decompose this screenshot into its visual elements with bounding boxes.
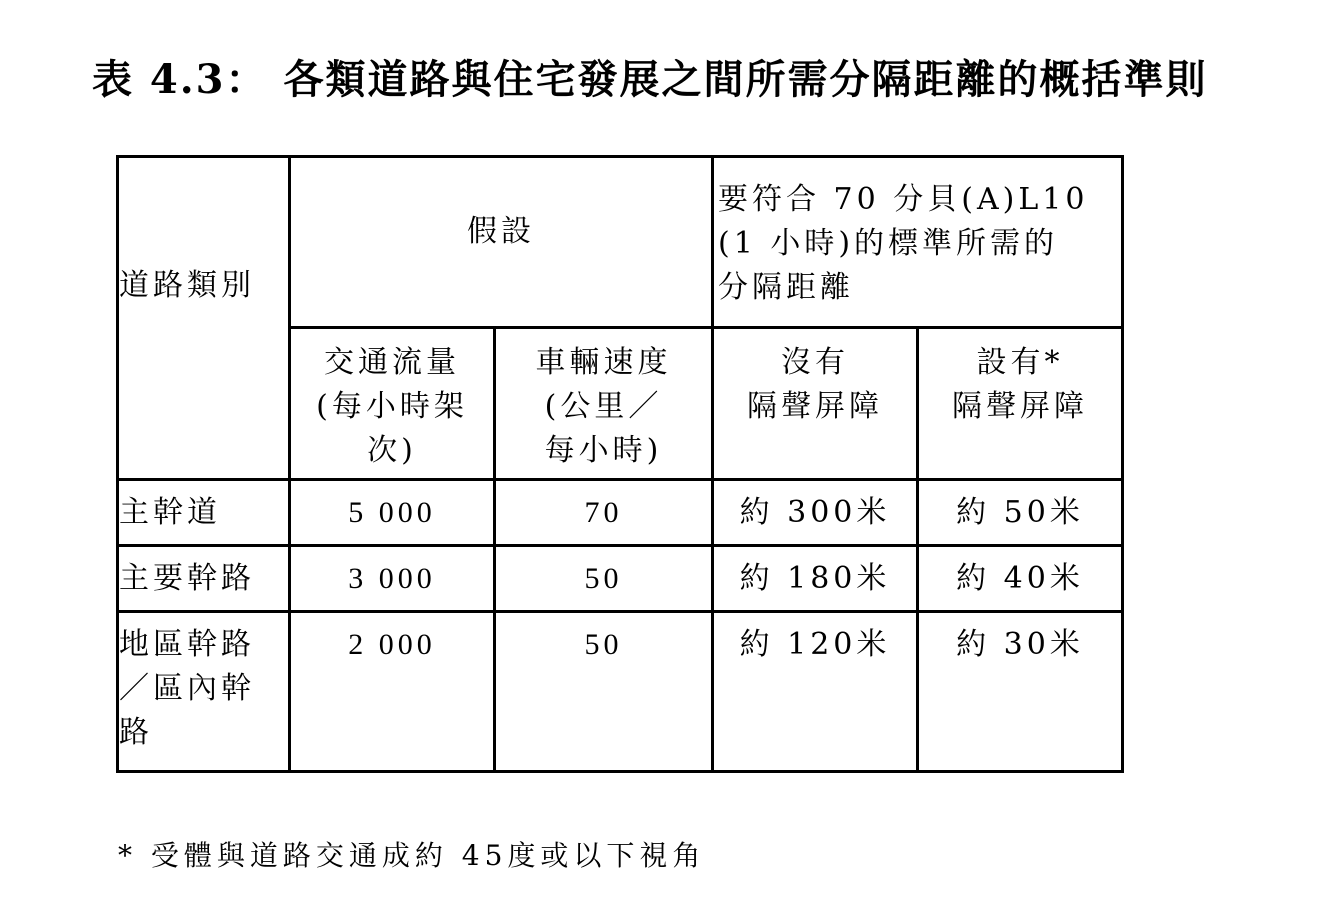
cell-traffic-flow: 3 000 <box>290 546 495 612</box>
header-road-type: 道路類別 <box>118 157 290 480</box>
table-row <box>118 546 1123 612</box>
footnote: * 受體與道路交通成約 45度或以下視角 <box>118 839 706 872</box>
cell-vehicle-speed: 50 <box>495 546 713 612</box>
cell-with-barrier: 約 40米 <box>918 546 1123 612</box>
cell-no-barrier: 約 300米 <box>713 480 918 546</box>
page-title: 表 4.3： 各類道路與住宅發展之間所需分隔距離的概括準則 <box>92 56 1208 103</box>
header-vehicle-speed: 車輛速度 (公里／ 每小時) <box>495 328 713 480</box>
cell-road-type: 主要幹路 <box>118 546 290 612</box>
header-traffic-flow: 交通流量 (每小時架 次) <box>290 328 495 480</box>
cell-vehicle-speed: 50 <box>495 612 713 772</box>
cell-road-type: 主幹道 <box>118 480 290 546</box>
cell-traffic-flow: 2 000 <box>290 612 495 772</box>
table-row <box>118 480 1123 546</box>
header-assumptions: 假設 <box>290 157 713 328</box>
table-row <box>118 612 1123 772</box>
header-with-barrier: 設有* 隔聲屏障 <box>918 328 1123 480</box>
cell-vehicle-speed: 70 <box>495 480 713 546</box>
cell-no-barrier: 約 180米 <box>713 546 918 612</box>
cell-with-barrier: 約 50米 <box>918 480 1123 546</box>
header-no-barrier: 沒有 隔聲屏障 <box>713 328 918 480</box>
cell-road-type: 地區幹路 ／區內幹 路 <box>118 612 290 772</box>
table-header-row <box>118 157 1123 328</box>
cell-with-barrier: 約 30米 <box>918 612 1123 772</box>
header-distance-group: 要符合 70 分貝(A)L10 (1 小時)的標準所需的 分隔距離 <box>713 157 1123 328</box>
cell-no-barrier: 約 120米 <box>713 612 918 772</box>
cell-traffic-flow: 5 000 <box>290 480 495 546</box>
separation-distance-table <box>116 155 1124 773</box>
